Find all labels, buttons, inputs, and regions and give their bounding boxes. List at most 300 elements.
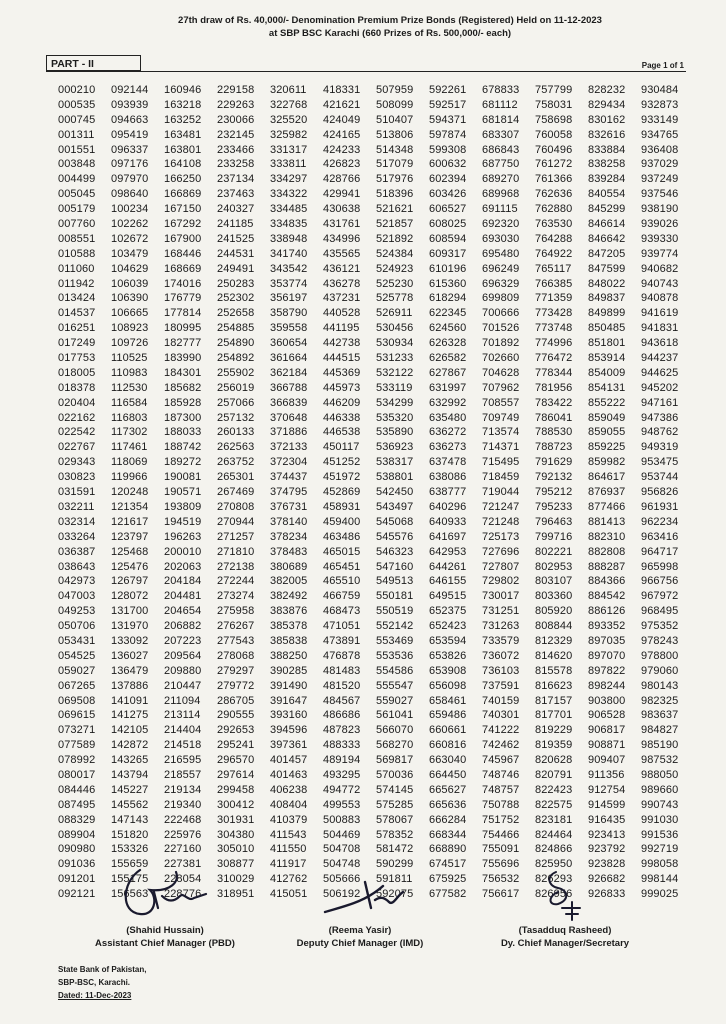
prize-number: 532122: [376, 366, 414, 379]
prize-number: 211094: [164, 694, 201, 707]
prize-number: 757799: [535, 84, 573, 96]
prize-number: 232145: [217, 128, 255, 141]
prize-number: 167900: [164, 232, 202, 245]
prize-number: 846642: [588, 232, 626, 245]
prize-number: 279772: [217, 679, 255, 692]
prize-number: 709749: [482, 411, 520, 424]
footer-bank: State Bank of Pakistan,: [58, 965, 147, 974]
prize-number: 795233: [535, 500, 573, 513]
prize-number: 999025: [641, 888, 679, 901]
prize-number: 506192: [323, 888, 361, 901]
prize-number: 000745: [58, 113, 96, 126]
prize-number: 653594: [429, 634, 467, 647]
prize-number: 535890: [376, 426, 414, 439]
prize-number: 219340: [164, 798, 202, 811]
prize-number: 909407: [588, 754, 626, 767]
prize-number: 054525: [58, 649, 96, 662]
prize-number: 758698: [535, 113, 573, 126]
prize-number: 225976: [164, 828, 202, 841]
prize-number: 444515: [323, 352, 361, 365]
prize-number: 786041: [535, 411, 573, 424]
prize-number: 244531: [217, 247, 255, 260]
prize-number: 692320: [482, 218, 520, 231]
prize-number: 209880: [164, 664, 202, 677]
prize-number: 656098: [429, 679, 467, 692]
prize-number: 305010: [217, 843, 255, 856]
prize-number: 504708: [323, 843, 361, 856]
prize-number: 320611: [270, 84, 307, 96]
prize-number: 123797: [111, 530, 149, 543]
prize-number: 473891: [323, 634, 361, 647]
prize-number: 091201: [58, 873, 96, 886]
prize-number: 965998: [641, 560, 679, 573]
prize-number: 142872: [111, 739, 149, 752]
grid-row: [58, 172, 694, 187]
prize-number: 937029: [641, 158, 679, 171]
prize-number: 504469: [323, 828, 361, 841]
prize-number: 143794: [111, 768, 149, 781]
prize-number: 471051: [323, 620, 361, 633]
prize-number: 990743: [641, 798, 679, 811]
prize-number: 116584: [111, 396, 148, 409]
prize-number: 699809: [482, 292, 520, 305]
prize-number: 760496: [535, 143, 573, 156]
prize-number: 933149: [641, 113, 679, 126]
grid-row: [58, 336, 694, 351]
prize-number: 240327: [217, 203, 255, 216]
prize-number: 714371: [482, 441, 520, 454]
prize-number: 547160: [376, 560, 414, 573]
prize-number: 530934: [376, 337, 414, 350]
prize-number: 016251: [58, 322, 96, 335]
prize-number: 091036: [58, 858, 96, 871]
prize-number: 773748: [535, 322, 573, 335]
prize-number: 112530: [111, 381, 148, 394]
prize-number: 077589: [58, 739, 96, 752]
prize-number: 356197: [270, 292, 308, 305]
prize-number: 410379: [270, 813, 308, 826]
prize-number: 299458: [217, 783, 255, 796]
prize-number: 255902: [217, 366, 255, 379]
grid-row: [58, 470, 694, 485]
prize-number: 599308: [429, 143, 467, 156]
prize-number: 859049: [588, 411, 626, 424]
signatory-2-name: (Reema Yasir): [328, 925, 392, 936]
prize-number: 117461: [111, 441, 148, 454]
prize-number: 214518: [164, 739, 202, 752]
prize-number: 802221: [535, 545, 573, 558]
prize-number: 383876: [270, 605, 308, 618]
prize-number: 494772: [323, 783, 361, 796]
prize-number: 401463: [270, 768, 308, 781]
prize-number: 898244: [588, 679, 626, 692]
prize-number: 906817: [588, 724, 626, 737]
prize-number: 096337: [111, 143, 149, 156]
prize-number: 142105: [111, 724, 149, 737]
prize-number: 334835: [270, 218, 308, 231]
prize-number: 022767: [58, 441, 96, 454]
prize-number: 032211: [58, 500, 95, 513]
prize-number: 802953: [535, 560, 573, 573]
prize-number: 678833: [482, 84, 520, 96]
prize-number: 938190: [641, 203, 679, 216]
prize-number: 202063: [164, 560, 202, 573]
signatory-1: [70, 862, 260, 950]
prize-number: 581472: [376, 843, 414, 856]
prize-number: 575285: [376, 798, 414, 811]
grid-row: [58, 783, 694, 798]
prize-number: 665636: [429, 798, 467, 811]
prize-number: 391490: [270, 679, 308, 692]
prize-number: 295241: [217, 739, 255, 752]
prize-number: 689270: [482, 173, 520, 186]
prize-number: 592261: [429, 84, 467, 96]
prize-number: 481520: [323, 679, 361, 692]
prize-number: 505666: [323, 873, 361, 886]
prize-number: 222468: [164, 813, 202, 826]
prize-number: 791629: [535, 456, 573, 469]
prize-number: 521857: [376, 218, 414, 231]
prize-number: 166869: [164, 188, 202, 201]
prize-number: 005179: [58, 203, 96, 216]
prize-number: 845299: [588, 203, 626, 216]
prize-number: 911356: [588, 768, 625, 781]
prize-number: 207223: [164, 634, 202, 647]
prize-number: 325520: [270, 113, 308, 126]
prize-number: 838258: [588, 158, 626, 171]
prize-number: 446538: [323, 426, 361, 439]
prize-number: 500883: [323, 813, 361, 826]
prize-number: 276267: [217, 620, 255, 633]
prize-number: 897070: [588, 649, 626, 662]
prize-number: 602394: [429, 173, 467, 186]
prize-number: 196263: [164, 530, 202, 543]
prize-number: 774996: [535, 337, 573, 350]
prize-number: 701526: [482, 322, 520, 335]
grid-row: [58, 634, 694, 649]
prize-number: 463486: [323, 530, 361, 543]
prize-number: 102672: [111, 232, 149, 245]
prize-number: 163801: [164, 143, 202, 156]
prize-number: 729802: [482, 575, 520, 588]
grid-row: [58, 589, 694, 604]
prize-number: 538317: [376, 456, 414, 469]
prize-number: 923792: [588, 843, 626, 856]
signatory-1-title: Assistant Chief Manager (PBD): [95, 938, 235, 949]
signatory-2: [270, 862, 450, 950]
prize-number: 190081: [164, 471, 202, 484]
prize-number: 533119: [376, 381, 413, 394]
prize-number: 174016: [164, 277, 202, 290]
prize-number: 446338: [323, 411, 361, 424]
prize-number: 465451: [323, 560, 361, 573]
prize-number: 510407: [376, 113, 414, 126]
grid-row: [58, 649, 694, 664]
prize-number: 569817: [376, 754, 414, 767]
prize-number: 545576: [376, 530, 414, 543]
prize-number: 653908: [429, 664, 467, 677]
prize-number: 442738: [323, 337, 361, 350]
prize-number: 534299: [376, 396, 414, 409]
prize-number: 953744: [641, 471, 679, 484]
prize-number: 030823: [58, 471, 96, 484]
prize-number: 888287: [588, 560, 626, 573]
prize-number: 555547: [376, 679, 414, 692]
prize-number: 760058: [535, 128, 573, 141]
prize-number: 719044: [482, 486, 520, 499]
prize-number: 940682: [641, 262, 679, 275]
prize-number: 594371: [429, 113, 467, 126]
prize-number: 658461: [429, 694, 467, 707]
prize-number: 814620: [535, 649, 573, 662]
grid-row: [58, 187, 694, 202]
grid-row: [58, 530, 694, 545]
grid-row: [58, 798, 694, 813]
prize-number: 550181: [376, 590, 414, 603]
prize-number: 987532: [641, 754, 679, 767]
prize-number: 660816: [429, 739, 467, 752]
grid-row: [58, 485, 694, 500]
prize-number: 010588: [58, 247, 96, 260]
prize-number: 967972: [641, 590, 679, 603]
prize-number: 638086: [429, 471, 467, 484]
prize-number: 820628: [535, 754, 573, 767]
prize-number: 939774: [641, 247, 679, 260]
prize-number: 270944: [217, 515, 255, 528]
prize-number: 003848: [58, 158, 96, 171]
prize-number: 741222: [482, 724, 520, 737]
prize-number: 968495: [641, 605, 679, 618]
prize-number: 945202: [641, 381, 679, 394]
prize-number: 088329: [58, 813, 96, 826]
prize-number: 812329: [535, 634, 573, 647]
grid-row: [58, 753, 694, 768]
prize-number: 428766: [323, 173, 361, 186]
prize-number: 145562: [111, 798, 149, 811]
prize-number: 923828: [588, 858, 626, 871]
prize-number: 151820: [111, 828, 149, 841]
prize-number: 627867: [429, 366, 467, 379]
prize-number: 241525: [217, 232, 255, 245]
prize-number: 187300: [164, 411, 202, 424]
prize-number: 200010: [164, 545, 202, 558]
prize-number: 748757: [482, 783, 520, 796]
prize-number: 803107: [535, 575, 573, 588]
prize-number: 155175: [111, 873, 149, 886]
prize-number: 272244: [217, 575, 255, 588]
prize-number: 908871: [588, 739, 626, 752]
prize-number: 436278: [323, 277, 361, 290]
prize-number: 687750: [482, 158, 520, 171]
prize-number: 153326: [111, 843, 149, 856]
prize-number: 538801: [376, 471, 414, 484]
prize-number: 431761: [323, 218, 361, 231]
prize-number: 119966: [111, 471, 148, 484]
prize-number: 388250: [270, 649, 308, 662]
grid-row: [58, 723, 694, 738]
prize-number: 788530: [535, 426, 573, 439]
prize-number: 736103: [482, 664, 520, 677]
prize-number: 308877: [217, 858, 255, 871]
prize-number: 000535: [58, 98, 96, 111]
grid-row: [58, 247, 694, 262]
prize-number: 851801: [588, 337, 626, 350]
prize-number: 742462: [482, 739, 520, 752]
prize-number: 568270: [376, 739, 414, 752]
prize-number: 660661: [429, 724, 467, 737]
prize-number: 795212: [535, 486, 573, 499]
prize-number: 881413: [588, 515, 626, 528]
prize-number: 131970: [111, 620, 149, 633]
prize-number: 109726: [111, 337, 149, 350]
prize-number: 102262: [111, 218, 149, 231]
prize-number: 998144: [641, 873, 679, 886]
prize-number: 424233: [323, 143, 361, 156]
prize-number: 940878: [641, 292, 679, 305]
prize-number: 163481: [164, 128, 202, 141]
prize-number: 610196: [429, 262, 467, 275]
prize-number: 391647: [270, 694, 308, 707]
signature-3: [470, 862, 660, 924]
prize-number: 937249: [641, 173, 679, 186]
prize-number: 121617: [111, 515, 149, 528]
prize-number: 953475: [641, 456, 679, 469]
prize-number: 815578: [535, 664, 573, 677]
page-number: Page 1 of 1: [641, 61, 684, 70]
grid-row: [58, 574, 694, 589]
prize-number: 702660: [482, 352, 520, 365]
prize-number: 411550: [270, 843, 307, 856]
prize-number: 378234: [270, 530, 308, 543]
prize-number: 033264: [58, 530, 96, 543]
prize-number: 530456: [376, 322, 414, 335]
prize-number: 903800: [588, 694, 626, 707]
prize-number: 378140: [270, 515, 308, 528]
prize-number: 897822: [588, 664, 626, 677]
grid-row: [58, 545, 694, 560]
prize-number: 695480: [482, 247, 520, 260]
prize-number: 290555: [217, 709, 255, 722]
prize-number: 090980: [58, 843, 96, 856]
prize-number: 766385: [535, 277, 573, 290]
prize-number: 652375: [429, 605, 467, 618]
prize-number: 663040: [429, 754, 467, 767]
prize-number: 847599: [588, 262, 626, 275]
prize-number: 704628: [482, 366, 520, 379]
prize-number: 362184: [270, 366, 308, 379]
prize-number: 906528: [588, 709, 626, 722]
prize-number: 696249: [482, 262, 520, 275]
prize-number: 484567: [323, 694, 361, 707]
prize-number: 936408: [641, 143, 679, 156]
prize-number: 998058: [641, 858, 679, 871]
prize-number: 731263: [482, 620, 520, 633]
prize-number: 930484: [641, 84, 679, 96]
prize-number: 553469: [376, 634, 414, 647]
prize-number: 939026: [641, 218, 679, 231]
prize-number: 385378: [270, 620, 308, 633]
prize-number: 230066: [217, 113, 255, 126]
prize-number: 796463: [535, 515, 573, 528]
prize-number: 038643: [58, 560, 96, 573]
prize-number: 237134: [217, 173, 255, 186]
prize-number: 256019: [217, 381, 255, 394]
prize-number: 926833: [588, 888, 626, 901]
grid-row: [58, 411, 694, 426]
prize-number: 947386: [641, 411, 679, 424]
prize-number: 606527: [429, 203, 467, 216]
prize-number: 762880: [535, 203, 573, 216]
prize-number: 817157: [535, 694, 573, 707]
prize-number: 824866: [535, 843, 573, 856]
prize-number: 893352: [588, 620, 626, 633]
prize-number: 854009: [588, 366, 626, 379]
prize-number: 193809: [164, 500, 202, 513]
prize-number: 446209: [323, 396, 361, 409]
prize-number: 406238: [270, 783, 308, 796]
prize-number: 271257: [217, 530, 255, 543]
title-line-1: 27th draw of Rs. 40,000/- Denomination Premium Prize Bonds (Registered) Held on 11-12-2023: [178, 15, 602, 26]
prize-number: 666284: [429, 813, 467, 826]
prize-number: 411543: [270, 828, 307, 841]
prize-number: 241185: [217, 218, 254, 231]
prize-number: 372133: [270, 441, 308, 454]
prize-number: 412762: [270, 873, 308, 886]
prize-number: 176779: [164, 292, 202, 305]
prize-number: 210447: [164, 679, 202, 692]
prize-number: 452869: [323, 486, 361, 499]
prize-number: 817701: [535, 709, 573, 722]
prize-number: 964717: [641, 545, 679, 558]
signature-2: [270, 862, 450, 924]
prize-number: 106665: [111, 307, 149, 320]
prize-number: 597874: [429, 128, 467, 141]
prize-number: 683307: [482, 128, 520, 141]
prize-number: 394596: [270, 724, 308, 737]
prize-number: 781956: [535, 381, 573, 394]
prize-number: 440528: [323, 307, 361, 320]
prize-number: 750788: [482, 798, 520, 811]
prize-number: 882808: [588, 545, 626, 558]
prize-number: 059027: [58, 664, 96, 677]
prize-number: 067265: [58, 679, 96, 692]
prize-number: 626582: [429, 352, 467, 365]
prize-number: 691115: [482, 203, 518, 216]
prize-number: 053431: [58, 634, 96, 647]
prize-number: 637478: [429, 456, 467, 469]
prize-number: 218557: [164, 768, 202, 781]
prize-number: 168446: [164, 247, 202, 260]
prize-number: 382492: [270, 590, 308, 603]
signatory-1-name: (Shahid Hussain): [126, 925, 204, 936]
prize-number: 435565: [323, 247, 361, 260]
prize-number: 897035: [588, 634, 626, 647]
prize-number: 884542: [588, 590, 626, 603]
prize-number: 514348: [376, 143, 414, 156]
prize-number: 517976: [376, 173, 414, 186]
prize-number: 004499: [58, 173, 96, 186]
prize-number: 731251: [482, 605, 520, 618]
prize-number: 756532: [482, 873, 520, 886]
prize-number: 277543: [217, 634, 255, 647]
prize-number: 756617: [482, 888, 520, 901]
grid-row: [58, 277, 694, 292]
prize-number: 674517: [429, 858, 467, 871]
grid-row: [58, 351, 694, 366]
prize-number: 926682: [588, 873, 626, 886]
prize-number: 507959: [376, 84, 414, 96]
prize-number: 378483: [270, 545, 308, 558]
